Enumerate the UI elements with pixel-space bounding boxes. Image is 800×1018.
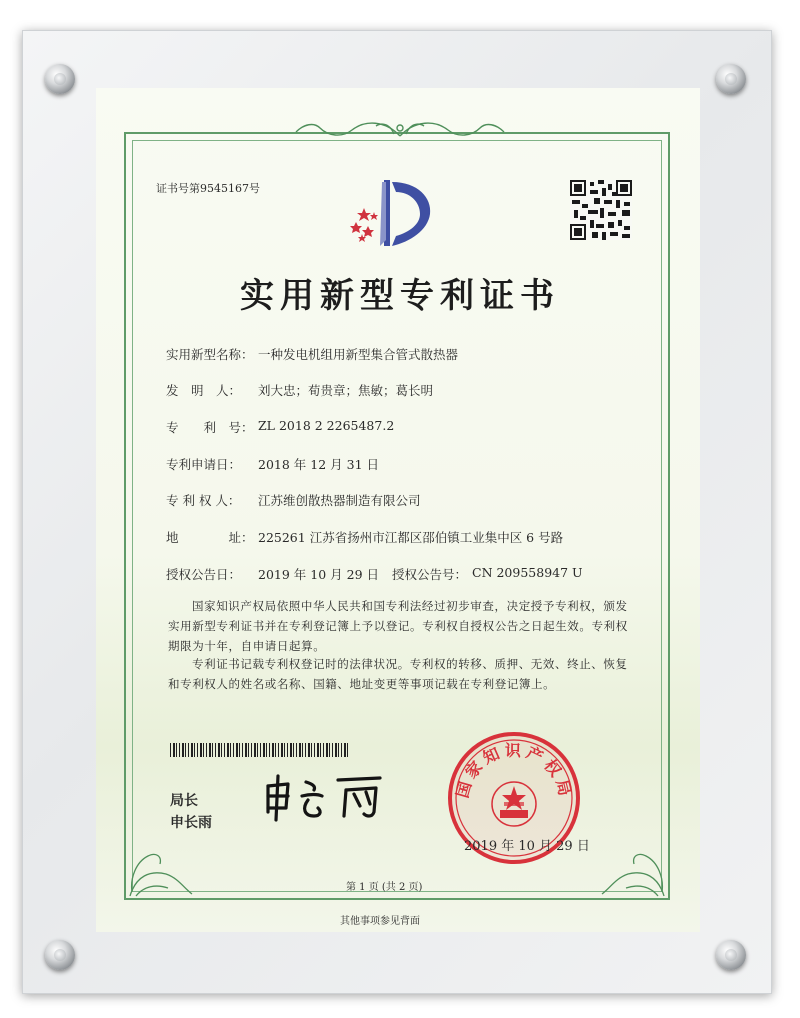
field-label-patentee: 专 利 权 人： xyxy=(166,493,241,508)
page-number: 第 1 页 (共 2 页) xyxy=(346,882,423,893)
field-value-grant-date: 2019 年 10 月 29 日 xyxy=(258,567,379,582)
certificate-title: 实用新型专利证书 xyxy=(240,276,560,316)
signature-icon xyxy=(262,772,396,824)
field-value-patent-number: ZL 2018 2 2265487.2 xyxy=(258,418,395,433)
field-value-utility-name: 一种发电机组用新型集合管式散热器 xyxy=(258,347,459,362)
field-label-utility-name: 实用新型名称： xyxy=(166,347,254,362)
field-label-announce-number: 授权公告号： xyxy=(392,567,468,582)
barcode-icon xyxy=(170,743,350,757)
bottom-right-ornament-icon xyxy=(598,826,668,898)
back-side-note: 其他事项参见背面 xyxy=(340,916,420,927)
seal-date: 2019 年 10 月 29 日 xyxy=(464,839,590,854)
statement-paragraph-1: 国家知识产权局依照中华人民共和国专利法经过初步审查，决定授予专利权，颁发实用新型专利证书并在专利登记簿上予以登记。专利权自授权公告之日起生效。专利权期限为十年，自申请日起算。 xyxy=(168,599,628,653)
field-label-patent-number: 专 利 号： xyxy=(166,420,254,435)
screw-bottom-right-icon xyxy=(716,940,746,970)
field-label-inventor: 发 明 人： xyxy=(166,383,242,398)
field-label-grant-date: 授权公告日： xyxy=(166,567,242,582)
screw-bottom-left-icon xyxy=(45,940,75,970)
director-title: 局长 xyxy=(170,793,198,809)
field-value-announce-number: CN 209558947 U xyxy=(472,565,583,580)
field-value-inventor: 刘大忠；荀贵章；焦敏；葛长明 xyxy=(258,383,434,398)
statement-paragraph-2: 专利证书记载专利权登记时的法律状况。专利权的转移、质押、无效、终止、恢复和专利权人的姓名或名称、国籍、地址变更等事项记载在专利登记簿上。 xyxy=(168,657,628,691)
certificate-number: 证书号第9545167号 xyxy=(156,182,260,195)
top-ornament-icon xyxy=(290,116,510,142)
screw-top-right-icon xyxy=(716,64,746,94)
qr-code-icon xyxy=(570,180,632,240)
seal-text: 国家知识产权局 xyxy=(452,740,576,802)
field-value-patentee: 江苏维创散热器制造有限公司 xyxy=(258,493,421,508)
cnipa-logo-icon xyxy=(346,176,438,250)
field-label-address: 地 址： xyxy=(166,530,254,545)
certificate-inner-border xyxy=(132,140,662,892)
screw-top-left-icon xyxy=(45,64,75,94)
director-name: 申长雨 xyxy=(170,815,212,831)
field-value-application-date: 2018 年 12 月 31 日 xyxy=(258,457,379,472)
field-label-application-date: 专利申请日： xyxy=(166,457,242,472)
bottom-left-ornament-icon xyxy=(126,826,196,898)
field-value-address: 225261 江苏省扬州市江都区邵伯镇工业集中区 6 号路 xyxy=(258,530,564,545)
